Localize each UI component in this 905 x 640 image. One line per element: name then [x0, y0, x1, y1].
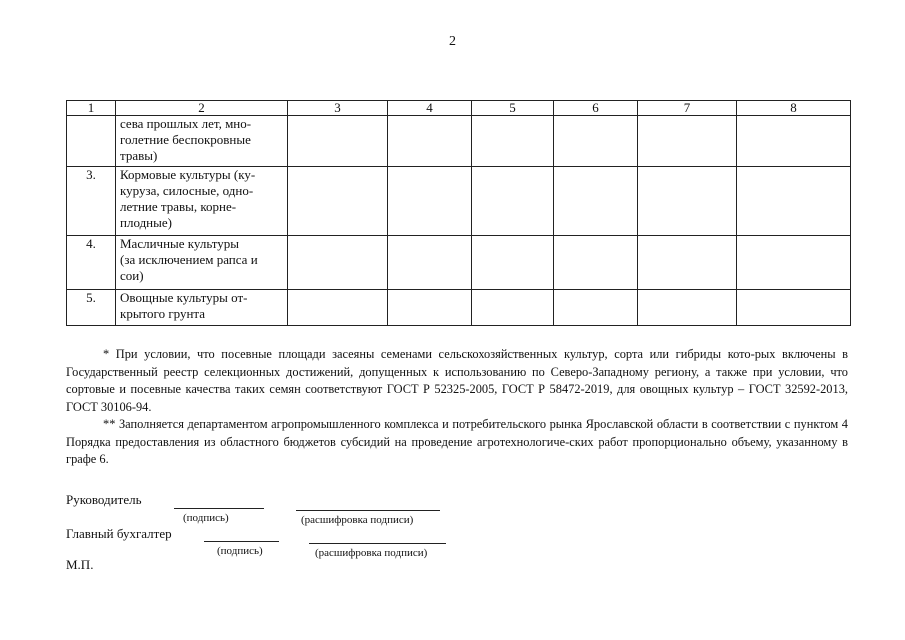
crop-name-line: Овощные культуры от-: [120, 290, 248, 305]
crop-name-line: Кормовые культуры (ку-: [120, 167, 256, 182]
table-cell: [388, 236, 472, 290]
accountant-signature-line: [204, 541, 279, 542]
table-header-row: [67, 101, 851, 116]
table-cell: [288, 236, 388, 290]
crop-name-line: куруза, силосные, одно-: [120, 183, 254, 198]
crop-name: [116, 116, 288, 167]
row-number: 3.: [67, 167, 116, 236]
table-cell: [288, 116, 388, 167]
accountant-label: Главный бухгалтер: [66, 526, 172, 541]
column-header: 4: [388, 101, 472, 116]
crop-name-line: голетние беспокровные: [120, 132, 251, 147]
column-header: 8: [737, 101, 851, 116]
table-cell: [388, 167, 472, 236]
footnotes: [66, 346, 848, 469]
column-header: 1: [67, 101, 116, 116]
column-header: 5: [472, 101, 554, 116]
table-cell: [737, 116, 851, 167]
crop-name-line: сои): [120, 268, 144, 283]
head-label: Руководитель: [66, 492, 142, 507]
crop-name-line: плодные): [120, 215, 172, 230]
column-header: 2: [116, 101, 288, 116]
head-decode-caption: (расшифровка подписи): [301, 514, 414, 526]
crop-name: [116, 167, 288, 236]
table-cell: [638, 236, 737, 290]
table-cell: [638, 116, 737, 167]
head-decode-line: [296, 510, 440, 511]
head-signature-line: [174, 508, 264, 509]
accountant-decode-caption: (расшифровка подписи): [315, 547, 428, 559]
table-cell: [472, 290, 554, 326]
crop-name-line: Масличные культуры: [120, 236, 240, 251]
table-cell: [737, 236, 851, 290]
footnote-2: ** Заполняется департаментом агропромышленного комплекса и потребительского рынка Ярославской области в соответствии с пунктом 4 Порядка предоставления из областного бюджетов субсидий на проведение агротехнологиче-ских работ пропорционально объему, указанному в графе 6.: [66, 417, 848, 466]
table-row: [67, 167, 851, 236]
crop-name-line: травы): [120, 148, 158, 163]
table-cell: [737, 167, 851, 236]
table-cell: [554, 290, 638, 326]
row-number: 5.: [67, 290, 116, 326]
column-header: 6: [554, 101, 638, 116]
column-header: 7: [638, 101, 737, 116]
table-cell: [737, 290, 851, 326]
table-cell: [554, 167, 638, 236]
table-cell: [388, 290, 472, 326]
crop-table: [66, 100, 851, 326]
table-cell: [472, 167, 554, 236]
crop-name: [116, 290, 288, 326]
crop-name-line: сева прошлых лет, мно-: [120, 116, 252, 131]
accountant-signature-caption: (подпись): [217, 545, 263, 557]
table-cell: [472, 116, 554, 167]
table-cell: [638, 167, 737, 236]
crop-name-line: летние травы, корне-: [120, 199, 237, 214]
table-cell: [638, 290, 737, 326]
column-header: 3: [288, 101, 388, 116]
table-cell: [388, 116, 472, 167]
row-number: [67, 116, 116, 167]
table-row: [67, 290, 851, 326]
accountant-decode-line: [309, 543, 446, 544]
stamp-label: М.П.: [66, 557, 94, 572]
table-row: [67, 236, 851, 290]
footnote-1: * При условии, что посевные площади засеяны семенами сельскохозяйственных культур, сорта или гибриды кото-рых включены в Государственный реестр селекционных достижений, допущенных к использованию по Северо-Западному региону, а также при условии, что сортовые и посевные качества таких семян соответствуют ГОСТ Р 52325-2005, ГОСТ Р 58472-2019, для овощных культур – ГОСТ 32592-2013, ГОСТ 30106-94.: [66, 347, 848, 414]
table-cell: [288, 290, 388, 326]
head-signature-caption: (подпись): [183, 512, 229, 524]
page-number: 2: [449, 34, 456, 49]
row-number: 4.: [67, 236, 116, 290]
crop-name: [116, 236, 288, 290]
table-row: [67, 116, 851, 167]
table-cell: [472, 236, 554, 290]
crop-name-line: крытого грунта: [120, 306, 206, 321]
crop-name-line: (за исключением рапса и: [120, 252, 258, 267]
table-cell: [554, 236, 638, 290]
table-cell: [554, 116, 638, 167]
table-cell: [288, 167, 388, 236]
